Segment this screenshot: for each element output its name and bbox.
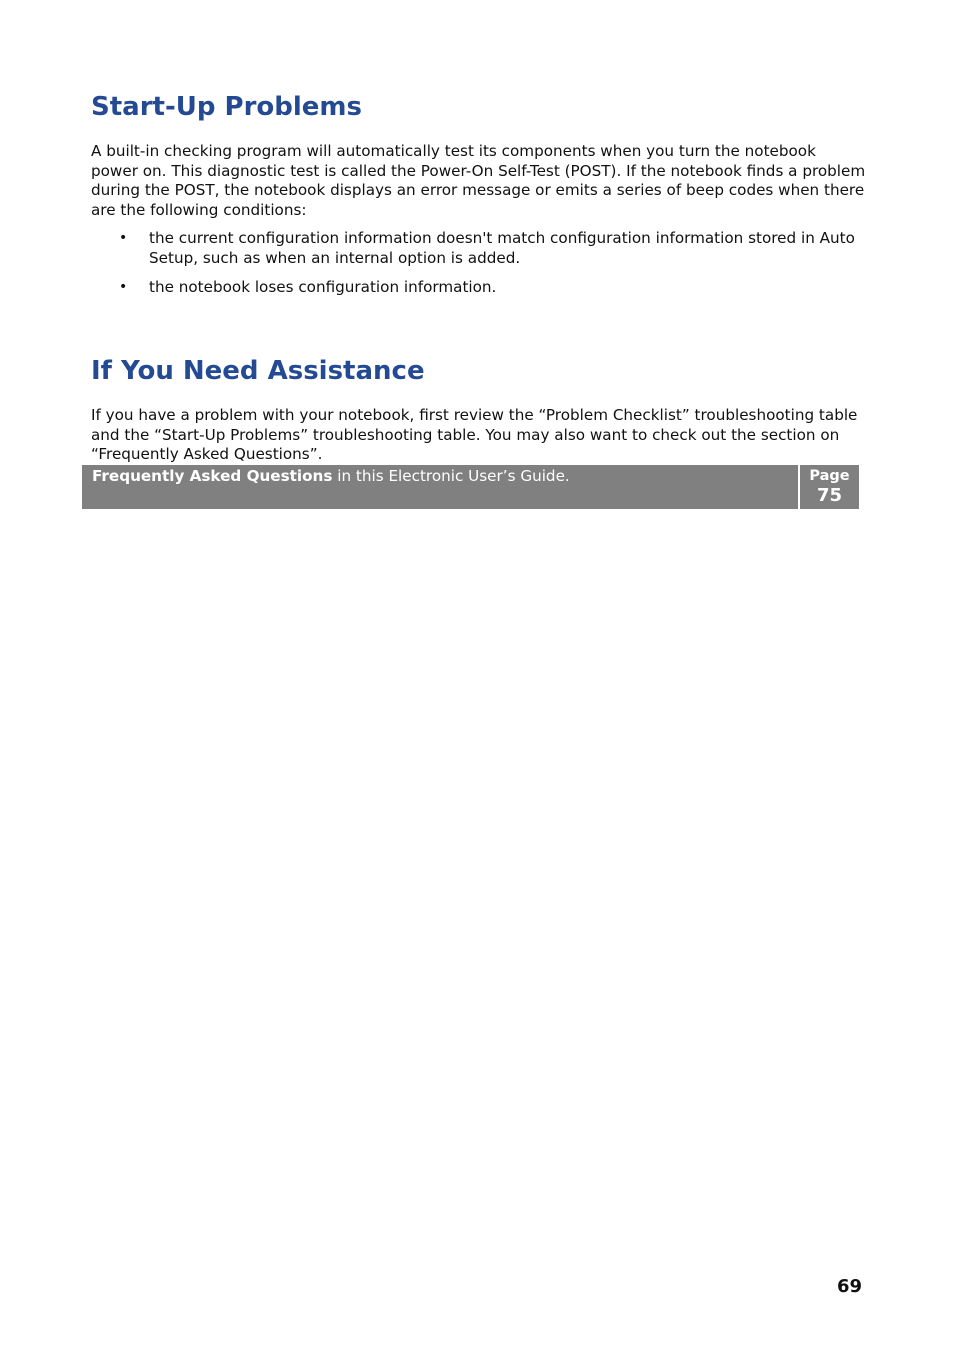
page-ref-label: Page <box>809 468 850 484</box>
bullet-icon: • <box>119 230 128 246</box>
startup-intro-paragraph: A built-in checking program will automatically test its components when you turn the notebook power on. This diagnostic test is called the Power-On Self-Test (POST). If the notebook finds a problem during the POST, the notebook displays an error message or emits a series of beep codes when there are the following conditions: <box>91 142 866 219</box>
assistance-paragraph: If you have a problem with your notebook, first review the “Problem Checklist” troubleshooting table and the “Start-Up Problems” troubleshooting table. You may also want to check out the section on “Frequently Asked Questions”. <box>91 406 858 463</box>
faq-link[interactable] <box>82 465 800 509</box>
page-ref-number[interactable]: 75 <box>816 485 843 506</box>
bullet-icon: • <box>119 279 128 295</box>
faq-link-suffix: in this Electronic User’s Guide. <box>332 467 570 485</box>
list-item <box>91 229 866 268</box>
section-title-if-you-need-assistance: If You Need Assistance <box>91 356 425 386</box>
section-title-startup-problems: Start-Up Problems <box>91 92 362 122</box>
list-item-text: the notebook loses configuration information. <box>149 278 497 296</box>
page-number: 69 <box>836 1276 862 1297</box>
list-item <box>91 278 866 298</box>
startup-conditions-list <box>91 229 866 308</box>
faq-cross-reference-bar[interactable] <box>82 465 859 509</box>
faq-link-title[interactable]: Frequently Asked Questions <box>92 467 333 485</box>
list-item-text: the current configuration information doesn't match configuration information stored in Auto Setup, such as when an internal option is added. <box>149 229 855 267</box>
faq-page-reference[interactable] <box>800 465 859 509</box>
